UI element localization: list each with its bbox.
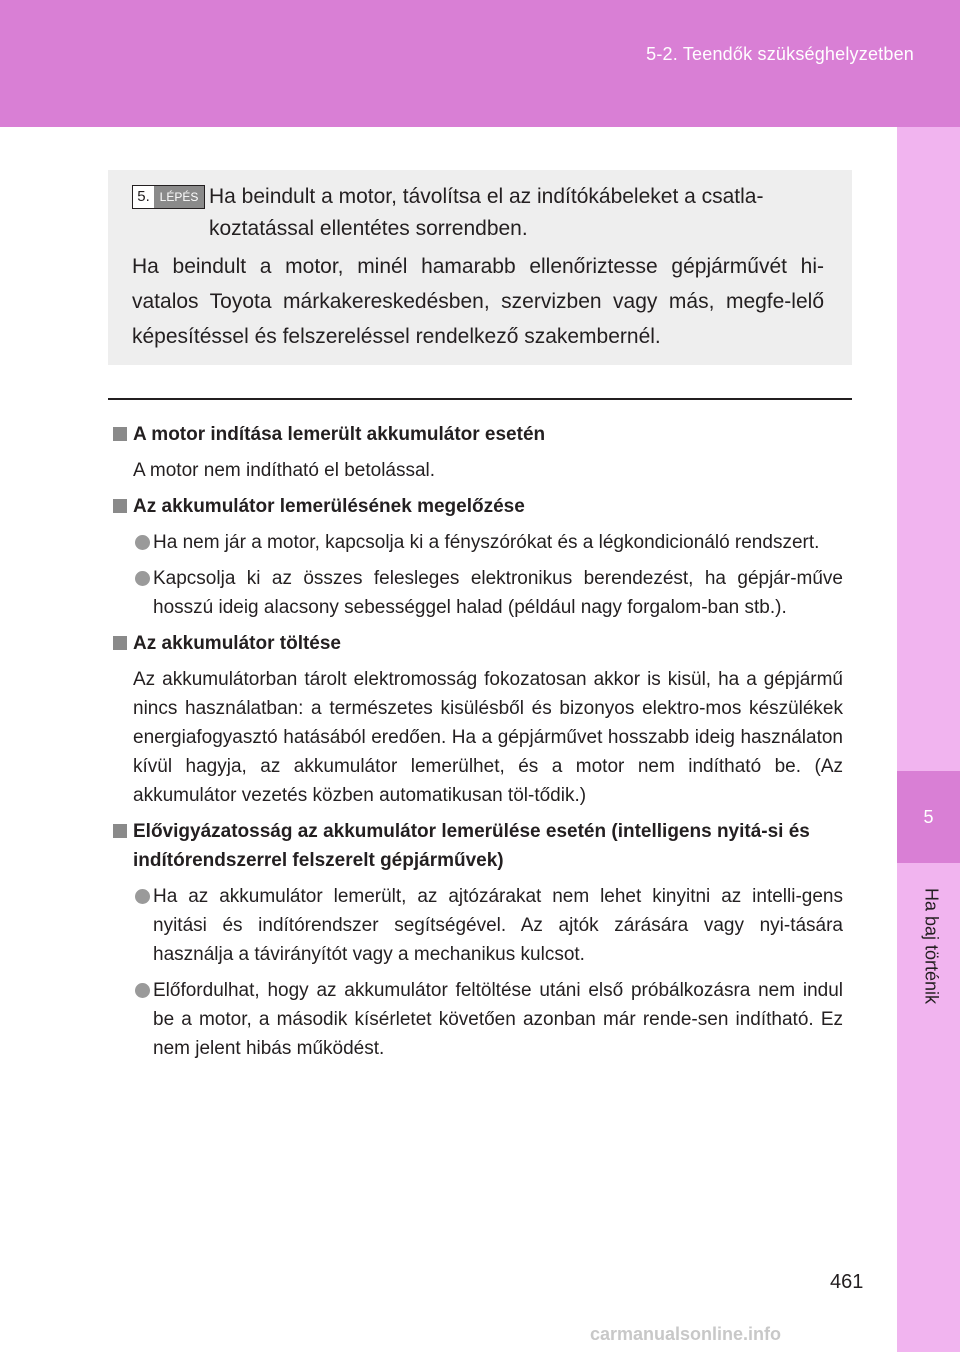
step-badge — [132, 185, 205, 209]
footer-watermark: carmanualsonline.info — [590, 1324, 782, 1344]
content-area — [113, 420, 843, 1070]
square-bullet-icon — [113, 427, 127, 441]
section-heading — [113, 492, 843, 521]
step-instruction: Ha beindult a motor, távolítsa el az indítókábeleket a csatla-koztatással ellentétes sorrendben. — [209, 185, 764, 240]
heading-text: A motor indítása lemerült akkumulátor esetén — [133, 424, 546, 445]
section-paragraph: A motor nem indítható el betolással. — [133, 460, 436, 481]
circle-bullet-icon — [135, 889, 150, 904]
section-heading — [113, 420, 843, 449]
step-badge-label: LÉPÉS — [154, 186, 204, 208]
circle-bullet-icon — [135, 535, 150, 550]
list-item-text: Kapcsolja ki az összes felesleges elektronikus berendezést, ha gépjár-műve hosszú ideig alacsony sebességgel halad (például nagy forgalom-ban stb.). — [153, 568, 843, 618]
step-box — [108, 170, 852, 365]
list-item — [113, 882, 843, 969]
chapter-number-block — [897, 771, 960, 863]
list-item-text: Ha az akkumulátor lemerült, az ajtózárakat nem lehet kinyitni az intelli-gens nyitási és indítórendszer segítségével. Az ajtók zárására vagy nyi-tására használja a távirányítót vagy a mechanikus kulcsot. — [153, 886, 843, 965]
heading-text: Elővigyázatosság az akkumulátor lemerülése esetén (intelligens nyitá-si és indítórendszerrel felszerelt gépjárművek) — [133, 821, 810, 871]
heading-text: Az akkumulátor töltése — [133, 633, 341, 654]
list-item-text: Ha nem jár a motor, kapcsolja ki a fényszórókat és a légkondicionáló rendszert. — [153, 532, 820, 553]
section-paragraph: Az akkumulátorban tárolt elektromosság fokozatosan akkor is kisül, ha a gépjármű nincs használatban: a természetes kisülésből és bizonyos elektro-mos készülékek energiafogyasztó hatásából eredően. Ha a gépjárművet hosszabb ideig használaton kívül hagyja, az akkumulátor lemerülhet, és a motor nem indítható be. (Az akkumulátor vezetés közben automatikusan töl-tődik.) — [133, 669, 843, 806]
list-item — [113, 564, 843, 622]
section-heading — [113, 817, 843, 875]
header-bar — [0, 0, 960, 127]
circle-bullet-icon — [135, 983, 150, 998]
chapter-side-tab — [897, 127, 960, 1352]
square-bullet-icon — [113, 499, 127, 513]
chapter-number: 5 — [923, 807, 934, 827]
square-bullet-icon — [113, 824, 127, 838]
section-heading — [113, 629, 843, 658]
section-title: 5-2. Teendők szükséghelyzetben — [646, 44, 914, 64]
square-bullet-icon — [113, 636, 127, 650]
page-number: 461 — [830, 1271, 864, 1293]
circle-bullet-icon — [135, 571, 150, 586]
step-number: 5. — [133, 186, 154, 208]
chapter-label: Ha baj történik — [921, 887, 942, 1005]
heading-text: Az akkumulátor lemerülésének megelőzése — [133, 496, 525, 517]
list-item-text: Előfordulhat, hogy az akkumulátor feltöltése utáni első próbálkozásra nem indul be a motor, a második kísérletet követően azonban már rende-sen indítható. Ez nem jelent hibás működést. — [153, 980, 843, 1059]
section-divider — [108, 398, 852, 400]
list-item — [113, 976, 843, 1063]
list-item — [113, 528, 843, 557]
step-note: Ha beindult a motor, minél hamarabb ellenőriztesse gépjárművét hi-vatalos Toyota márkakereskedésben, szervizben vagy más, megfe-lelő képesítéssel és felszereléssel rendelkező szakembernél. — [132, 255, 824, 348]
